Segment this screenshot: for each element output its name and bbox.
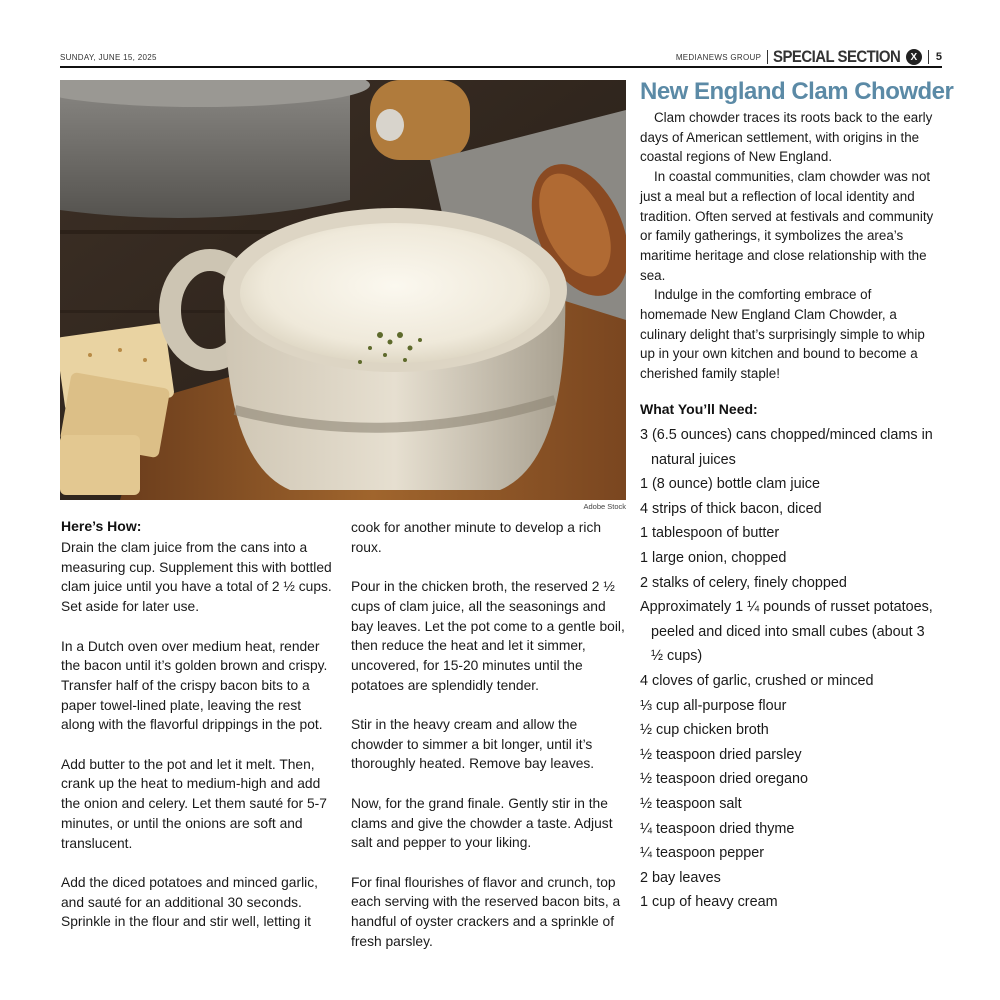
ingredients-heading: What You’ll Need: xyxy=(640,401,758,417)
intro-paragraph: Indulge in the comforting embrace of homemade New England Clam Chowder, a culinary delight that’s surprisingly simple to whip up in your own kitchen and bound to become a cherished family staple! xyxy=(640,287,925,382)
ingredient-item: ⅓ cup all-purpose flour xyxy=(640,697,787,714)
instruction-paragraph: In a Dutch oven over medium heat, render the bacon until it’s golden brown and crispy. Transfer half of the crispy bacon bits to a paper towel-lined plate, leaving the rest along with the flavorful drippings in the pot. xyxy=(61,638,328,733)
article-title: New England Clam Chowder xyxy=(640,78,954,105)
chowder-photo xyxy=(60,80,626,500)
ingredient-item: ¼ teaspoon dried thyme xyxy=(640,820,795,837)
ingredient-item: 1 large onion, chopped xyxy=(640,549,787,566)
article-intro xyxy=(640,108,940,384)
header-branding xyxy=(676,48,942,66)
ingredient-item: 1 (8 ounce) bottle clam juice xyxy=(640,476,820,493)
publisher-name: MEDIANEWS GROUP xyxy=(675,52,762,62)
ingredient-item: 2 stalks of celery, finely chopped xyxy=(640,574,847,591)
instruction-paragraph: Pour in the chicken broth, the reserved 2 ½ cups of clam juice, all the seasonings and bay leaves. Let the pot come to a gentle boil, then reduce the heat and let it simmer, uncovered, for 15-20 minutes until the potatoes are splendidly tender. xyxy=(351,579,625,693)
ingredient-item: Approximately 1 ¼ pounds of russet potatoes, peeled and diced into small cubes (about 3 ½ cups) xyxy=(640,599,933,665)
ingredient-item: 3 (6.5 ounces) cans chopped/minced clams in natural juices xyxy=(640,427,933,468)
instruction-paragraph: Stir in the heavy cream and allow the chowder to simmer a bit longer, until it’s thoroughly heated. Remove bay leaves. xyxy=(351,717,595,772)
intro-paragraph: Clam chowder traces its roots back to the early days of American settlement, with origins in the coastal regions of New England. xyxy=(640,110,933,165)
instruction-paragraph: Add the diced potatoes and minced garlic, and sauté for an additional 30 seconds. Sprinkle in the flour and stir well, letting it xyxy=(61,874,318,930)
ingredient-item: 4 strips of thick bacon, diced xyxy=(640,500,822,517)
instruction-paragraph: cook for another minute to develop a rich roux. xyxy=(351,520,602,555)
header-divider xyxy=(928,50,929,64)
header-rule xyxy=(60,66,942,68)
header-divider xyxy=(767,50,768,64)
chowder-photo-illustration xyxy=(60,80,626,500)
ingredient-item: ½ teaspoon dried parsley xyxy=(640,746,802,763)
instructions-column-2 xyxy=(351,518,626,971)
ingredient-item: 2 bay leaves xyxy=(640,869,721,886)
instruction-paragraph: Add butter to the pot and let it melt. Then, crank up the heat to medium-high and add the onion and celery. Let them sauté for 5-7 minutes, or until the onions are soft and translucent. xyxy=(61,756,327,851)
instruction-paragraph: Now, for the grand finale. Gently stir in the clams and give the chowder a taste. Adjust salt and pepper to your liking. xyxy=(351,795,613,851)
ingredient-item: 1 tablespoon of butter xyxy=(640,525,780,542)
photo-credit: Adobe Stock xyxy=(583,502,626,511)
page-number: 5 xyxy=(935,51,942,63)
ingredients-list xyxy=(640,423,940,915)
issue-date: SUNDAY, JUNE 15, 2025 xyxy=(60,53,157,62)
instruction-paragraph: Drain the clam juice from the cans into a measuring cup. Supplement this with bottled clam juice until you have a total of 2 ½ cups. Set aside for later use. xyxy=(61,540,332,615)
ingredient-item: ½ teaspoon dried oregano xyxy=(640,771,809,788)
section-title: SPECIAL SECTION xyxy=(773,47,901,66)
intro-paragraph: In coastal communities, clam chowder was not just a meal but a reflection of local identity and tradition. Often served at festivals and community or family gatherings, it symbolizes the area’s maritime heritage and close relationship with the sea. xyxy=(640,169,934,283)
instructions-column-1 xyxy=(61,538,333,952)
ingredient-item: 4 cloves of garlic, crushed or minced xyxy=(640,672,874,689)
instruction-paragraph: For final flourishes of flavor and crunch, top each serving with the reserved bacon bits, a handful of oyster crackers and a sprinkle of fresh parsley. xyxy=(351,874,621,949)
page-header xyxy=(60,48,942,68)
ingredient-item: ¼ teaspoon pepper xyxy=(640,845,765,862)
instructions-heading: Here’s How: xyxy=(61,518,142,534)
ingredient-item: 1 cup of heavy cream xyxy=(640,894,778,911)
ingredient-item: ½ cup chicken broth xyxy=(640,722,769,739)
section-badge-icon: X xyxy=(906,49,922,65)
ingredient-item: ½ teaspoon salt xyxy=(640,795,742,812)
